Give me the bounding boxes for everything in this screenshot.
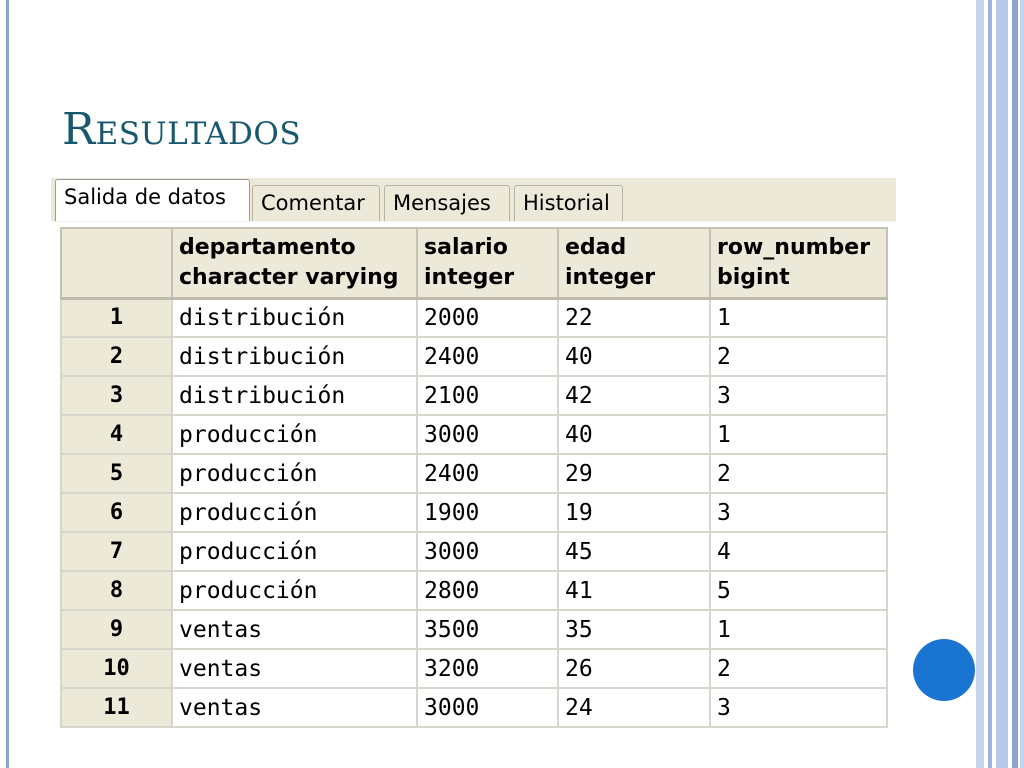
column-name: salario [424, 234, 508, 260]
cell-departamento[interactable]: ventas [172, 610, 417, 649]
column-header-departamento[interactable] [172, 228, 417, 298]
cell-row-number[interactable]: 1 [710, 610, 887, 649]
slide-frame-right [976, 0, 984, 768]
column-header-edad[interactable] [558, 228, 710, 298]
results-table [60, 227, 888, 728]
cell-departamento[interactable]: distribución [172, 337, 417, 376]
column-type: integer [424, 264, 515, 290]
column-type: integer [565, 264, 656, 290]
table-header-row [61, 228, 887, 298]
cell-salario[interactable]: 3000 [417, 532, 558, 571]
cell-departamento[interactable]: producción [172, 454, 417, 493]
cell-row-number[interactable]: 1 [710, 298, 887, 337]
tab-mensajes[interactable]: Mensajes [384, 185, 510, 221]
table-row [61, 376, 887, 415]
cell-edad[interactable]: 40 [558, 337, 710, 376]
cell-row-number[interactable]: 2 [710, 337, 887, 376]
table-row [61, 415, 887, 454]
cell-salario[interactable]: 3200 [417, 649, 558, 688]
cell-salario[interactable]: 3000 [417, 688, 558, 727]
column-name: departamento [179, 234, 356, 260]
table-row [61, 493, 887, 532]
column-name: edad [565, 234, 627, 260]
slide-frame-left [6, 0, 9, 768]
slide-frame-right [1012, 0, 1018, 768]
tab-salida-de-datos[interactable]: Salida de datos [55, 179, 250, 221]
cell-row-number[interactable]: 1 [710, 415, 887, 454]
cell-salario[interactable]: 3000 [417, 415, 558, 454]
table-corner-cell[interactable] [61, 228, 172, 298]
cell-departamento[interactable]: producción [172, 493, 417, 532]
tab-historial[interactable]: Historial [514, 185, 623, 221]
cell-edad[interactable]: 22 [558, 298, 710, 337]
cell-salario[interactable]: 1900 [417, 493, 558, 532]
row-number-cell[interactable]: 1 [61, 298, 172, 337]
slide-frame-right [988, 0, 992, 768]
column-type: character varying [179, 264, 399, 290]
cell-salario[interactable]: 2400 [417, 337, 558, 376]
cell-edad[interactable]: 45 [558, 532, 710, 571]
column-header-row-number[interactable] [710, 228, 887, 298]
cell-row-number[interactable]: 3 [710, 493, 887, 532]
decorative-circle [913, 639, 975, 701]
row-number-cell[interactable]: 8 [61, 571, 172, 610]
cell-departamento[interactable]: distribución [172, 298, 417, 337]
cell-row-number[interactable]: 3 [710, 688, 887, 727]
cell-salario[interactable]: 2400 [417, 454, 558, 493]
output-tab-bar [51, 178, 896, 222]
cell-departamento[interactable]: ventas [172, 649, 417, 688]
table-row [61, 454, 887, 493]
table-row [61, 337, 887, 376]
table-row [61, 649, 887, 688]
cell-salario[interactable]: 2100 [417, 376, 558, 415]
row-number-cell[interactable]: 6 [61, 493, 172, 532]
table-row [61, 532, 887, 571]
table-row [61, 298, 887, 337]
row-number-cell[interactable]: 7 [61, 532, 172, 571]
row-number-cell[interactable]: 3 [61, 376, 172, 415]
cell-row-number[interactable]: 2 [710, 454, 887, 493]
cell-edad[interactable]: 26 [558, 649, 710, 688]
column-name: row_number [717, 234, 871, 260]
slide-title: Resultados [62, 104, 302, 155]
cell-salario[interactable]: 3500 [417, 610, 558, 649]
cell-edad[interactable]: 41 [558, 571, 710, 610]
table-row [61, 571, 887, 610]
slide-frame-right [996, 0, 1008, 768]
cell-salario[interactable]: 2800 [417, 571, 558, 610]
row-number-cell[interactable]: 2 [61, 337, 172, 376]
cell-departamento[interactable]: producción [172, 571, 417, 610]
tab-comentar[interactable]: Comentar [252, 185, 380, 221]
cell-edad[interactable]: 40 [558, 415, 710, 454]
row-number-cell[interactable]: 4 [61, 415, 172, 454]
cell-edad[interactable]: 24 [558, 688, 710, 727]
column-type: bigint [717, 264, 790, 290]
cell-edad[interactable]: 19 [558, 493, 710, 532]
row-number-cell[interactable]: 5 [61, 454, 172, 493]
cell-departamento[interactable]: ventas [172, 688, 417, 727]
cell-departamento[interactable]: producción [172, 532, 417, 571]
data-grid-area [51, 222, 896, 726]
slide-frame-right [1020, 0, 1024, 768]
query-output-panel [51, 178, 896, 726]
cell-row-number[interactable]: 4 [710, 532, 887, 571]
cell-row-number[interactable]: 2 [710, 649, 887, 688]
cell-row-number[interactable]: 5 [710, 571, 887, 610]
cell-edad[interactable]: 29 [558, 454, 710, 493]
cell-edad[interactable]: 42 [558, 376, 710, 415]
cell-departamento[interactable]: producción [172, 415, 417, 454]
column-header-salario[interactable] [417, 228, 558, 298]
table-row [61, 688, 887, 727]
cell-edad[interactable]: 35 [558, 610, 710, 649]
row-number-cell[interactable]: 9 [61, 610, 172, 649]
row-number-cell[interactable]: 10 [61, 649, 172, 688]
cell-salario[interactable]: 2000 [417, 298, 558, 337]
row-number-cell[interactable]: 11 [61, 688, 172, 727]
cell-departamento[interactable]: distribución [172, 376, 417, 415]
table-row [61, 610, 887, 649]
cell-row-number[interactable]: 3 [710, 376, 887, 415]
